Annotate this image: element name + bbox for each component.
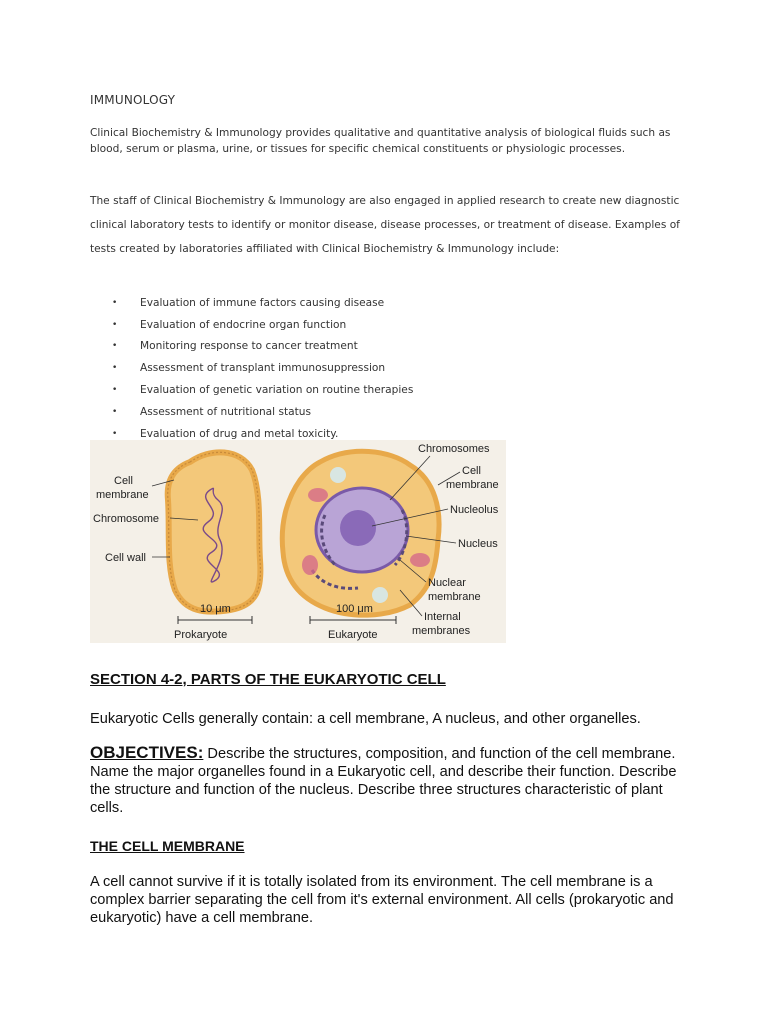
- section-intro: Eukaryotic Cells generally contain: a cell membrane, A nucleus, and other organelles.: [90, 711, 641, 727]
- list-item: [90, 401, 413, 423]
- list-item-text: Evaluation of genetic variation on routine therapies: [140, 384, 414, 397]
- list-item: [90, 314, 413, 336]
- label-cell-membrane-line1: Cell: [114, 475, 133, 487]
- label-nuclear-membrane-line1: Nuclear: [428, 577, 466, 589]
- label-nucleolus: Nucleolus: [450, 504, 499, 516]
- tests-list: [90, 292, 413, 445]
- list-item: [90, 336, 413, 358]
- list-item: [90, 292, 413, 314]
- cell-diagram-figure: [90, 440, 506, 643]
- label-euk-cell-membrane-line1: Cell: [462, 465, 481, 477]
- list-item-text: Evaluation of drug and metal toxicity.: [140, 427, 339, 440]
- list-item-text: Evaluation of endocrine organ function: [140, 318, 347, 331]
- bullet-icon: •: [112, 428, 118, 439]
- label-chromosome: Chromosome: [93, 513, 160, 525]
- bullet-icon: •: [112, 406, 118, 417]
- bullet-icon: •: [112, 341, 118, 352]
- objectives-text: Describe the structures, composition, and function of the cell membrane. Name the major organelles found in a Eukaryotic cell, and describe their function. Describe the structure and function of the nucleus. Describe three structures characteristic of plant cells.: [90, 746, 677, 816]
- intro-paragraph: Clinical Biochemistry & Immunology provides qualitative and quantitative analysis of biological fluids such as blood, serum or plasma, urine, or tissues for specific chemical constituents or physiologic processes.: [90, 127, 671, 155]
- document-heading: IMMUNOLOGY: [90, 93, 176, 107]
- list-item-text: Monitoring response to cancer treatment: [140, 340, 358, 353]
- section-title: SECTION 4-2, PARTS OF THE EUKARYOTIC CELL: [90, 671, 446, 688]
- list-item-text: Evaluation of immune factors causing disease: [140, 296, 385, 309]
- label-chromosomes: Chromosomes: [418, 443, 490, 455]
- label-euk-cell-membrane-line2: membrane: [446, 479, 499, 491]
- list-item-text: Assessment of nutritional status: [140, 405, 312, 418]
- bullet-icon: •: [112, 385, 118, 396]
- label-internal-membranes-line2: membranes: [412, 625, 471, 637]
- label-internal-membranes-line1: Internal: [424, 611, 461, 623]
- objectives-paragraph: [90, 744, 690, 817]
- bullet-icon: •: [112, 319, 118, 330]
- label-eukaryote: Eukaryote: [328, 629, 378, 641]
- objectives-label: OBJECTIVES:: [90, 743, 204, 762]
- prokaryote-cell: [168, 452, 261, 624]
- cell-wall-shape: [168, 452, 261, 611]
- label-nuclear-membrane-line2: membrane: [428, 591, 481, 603]
- staff-paragraph: The staff of Clinical Biochemistry & Immunology are also engaged in applied research to create new diagnostic clinical laboratory tests to identify or monitor disease, disease processes, or treatment of disease. Examples of tests created by laboratories affiliated with Clinical Biochemistry & Immunology include:: [90, 195, 680, 255]
- label-cell-wall: Cell wall: [105, 552, 146, 564]
- bullet-icon: •: [112, 297, 118, 308]
- nucleolus-shape: [340, 510, 376, 546]
- label-eukaryote-scale: 100 μm: [336, 603, 373, 615]
- cell-membrane-paragraph: A cell cannot survive if it is totally isolated from its environment. The cell membrane is a complex barrier separating the cell from it's external environment. All cells (prokaryotic and eukaryotic) have a cell membrane.: [90, 874, 674, 926]
- label-prokaryote: Prokaryote: [174, 629, 228, 641]
- list-item: [90, 379, 413, 401]
- cell-membrane-heading: THE CELL MEMBRANE: [90, 838, 245, 854]
- label-prokaryote-scale: 10 μm: [200, 603, 231, 615]
- label-nucleus: Nucleus: [458, 538, 498, 550]
- list-item: [90, 357, 413, 379]
- bullet-icon: •: [112, 363, 118, 374]
- label-cell-membrane-line2: membrane: [96, 489, 149, 501]
- list-item-text: Assessment of transplant immunosuppression: [140, 362, 386, 375]
